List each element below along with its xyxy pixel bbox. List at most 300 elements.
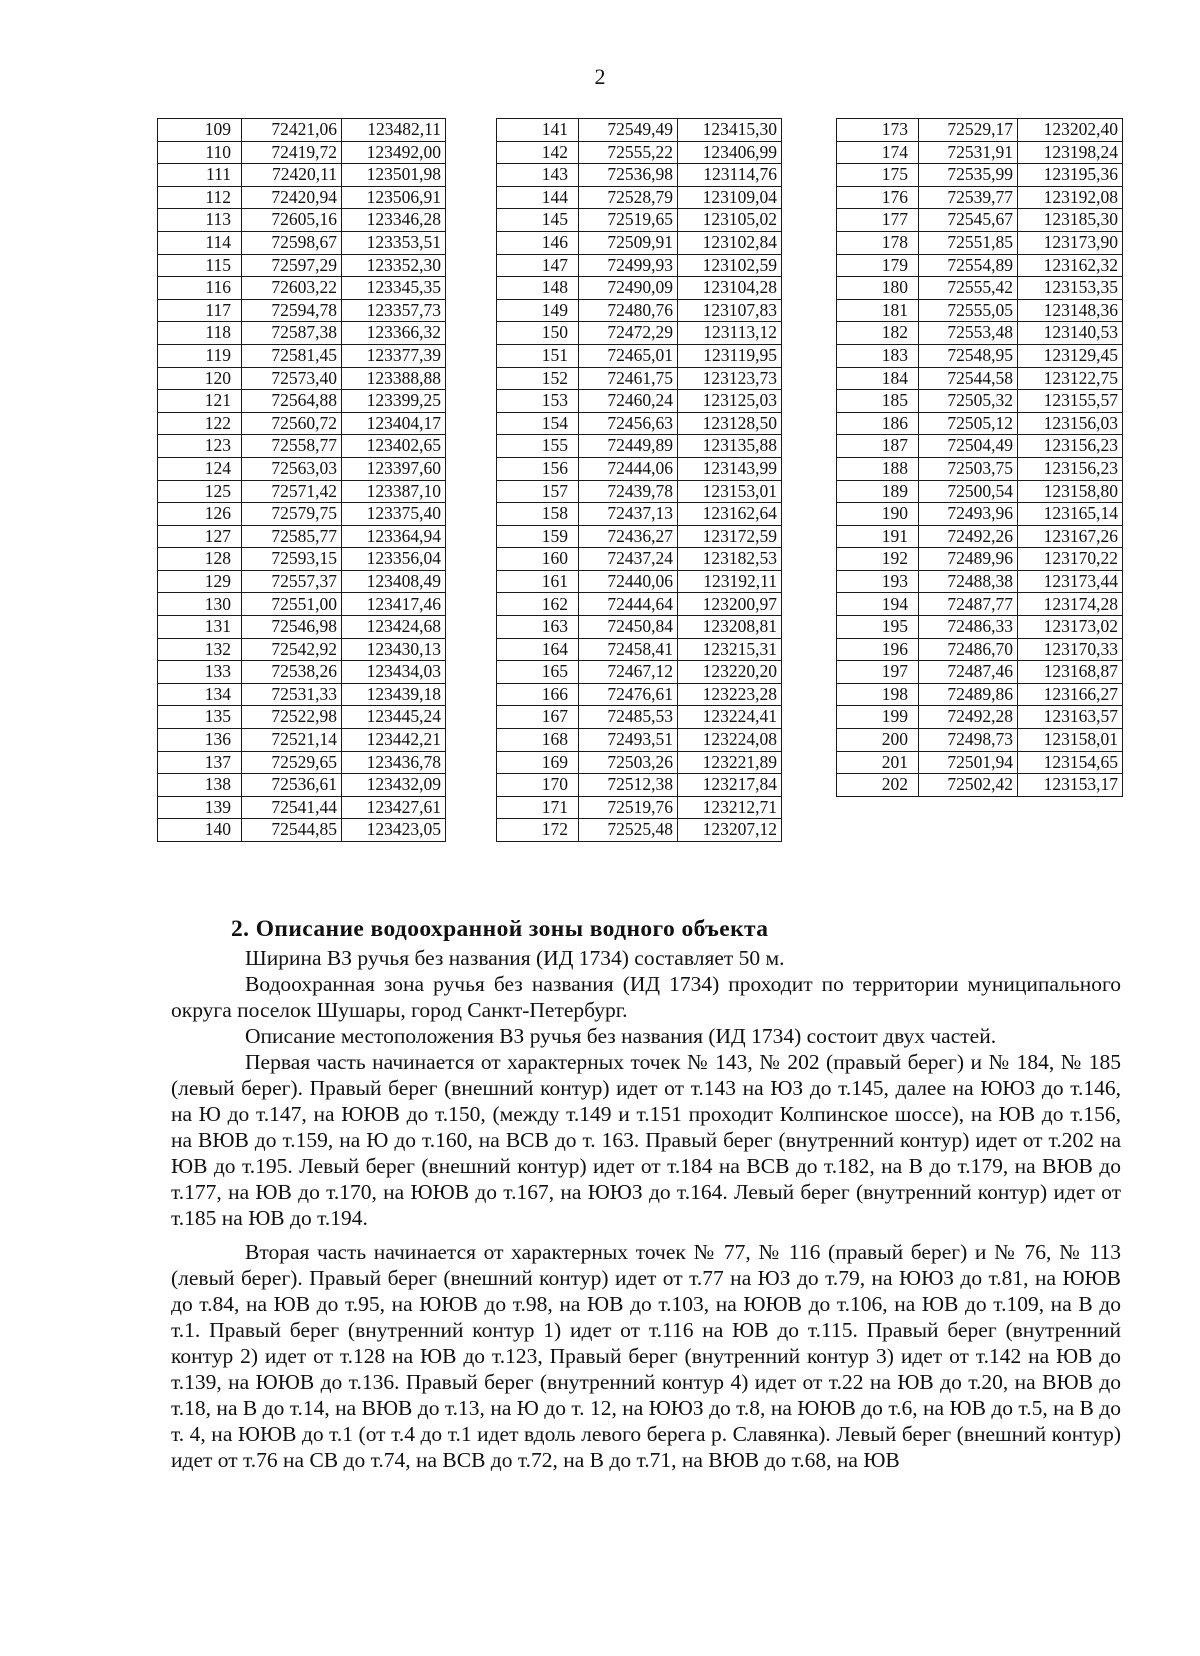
y-coordinate-cell: 123492,00 [342,141,446,164]
x-coordinate-cell: 72490,09 [579,277,678,300]
x-coordinate-cell: 72581,45 [242,344,342,367]
y-coordinate-cell: 123165,14 [1018,503,1123,526]
y-coordinate-cell: 123129,45 [1018,344,1123,367]
x-coordinate-cell: 72555,05 [919,299,1018,322]
x-coordinate-cell: 72579,75 [242,503,342,526]
x-coordinate-cell: 72587,38 [242,322,342,345]
table-row [158,141,446,164]
table-row [837,480,1123,503]
x-coordinate-cell: 72501,94 [919,751,1018,774]
point-number-cell: 194 [837,593,919,616]
x-coordinate-cell: 72467,12 [579,661,678,684]
y-coordinate-cell: 123170,33 [1018,638,1123,661]
table-row [158,412,446,435]
table-row [837,367,1123,390]
x-coordinate-cell: 72449,89 [579,435,678,458]
paragraph-width: Ширина ВЗ ручья без названия (ИД 1734) составляет 50 м. [245,946,785,970]
point-number-cell: 125 [158,480,242,503]
y-coordinate-cell: 123104,28 [678,277,782,300]
point-number-cell: 129 [158,570,242,593]
coordinate-table-2 [496,118,782,842]
x-coordinate-cell: 72461,75 [579,367,678,390]
point-number-cell: 171 [497,796,579,819]
y-coordinate-cell: 123158,80 [1018,480,1123,503]
x-coordinate-cell: 72485,53 [579,706,678,729]
x-coordinate-cell: 72487,77 [919,593,1018,616]
point-number-cell: 146 [497,231,579,254]
point-number-cell: 156 [497,457,579,480]
point-number-cell: 180 [837,277,919,300]
point-number-cell: 172 [497,819,579,842]
table-row [158,367,446,390]
table-row [497,661,782,684]
table-row [837,683,1123,706]
table-row [497,570,782,593]
y-coordinate-cell: 123221,89 [678,751,782,774]
point-number-cell: 145 [497,209,579,232]
table-row [158,322,446,345]
table-row [158,186,446,209]
y-coordinate-cell: 123402,65 [342,435,446,458]
table-row [158,503,446,526]
y-coordinate-cell: 123155,57 [1018,390,1123,413]
point-number-cell: 113 [158,209,242,232]
x-coordinate-cell: 72564,88 [242,390,342,413]
y-coordinate-cell: 123172,59 [678,525,782,548]
x-coordinate-cell: 72489,96 [919,548,1018,571]
point-number-cell: 186 [837,412,919,435]
table-row [497,231,782,254]
table-row [497,254,782,277]
y-coordinate-cell: 123439,18 [342,683,446,706]
x-coordinate-cell: 72538,26 [242,661,342,684]
x-coordinate-cell: 72593,15 [242,548,342,571]
x-coordinate-cell: 72528,79 [579,186,678,209]
table-row [497,277,782,300]
y-coordinate-cell: 123156,03 [1018,412,1123,435]
y-coordinate-cell: 123406,99 [678,141,782,164]
point-number-cell: 143 [497,164,579,187]
point-number-cell: 170 [497,774,579,797]
point-number-cell: 118 [158,322,242,345]
point-number-cell: 192 [837,548,919,571]
table-row [837,322,1123,345]
table-row [497,525,782,548]
x-coordinate-cell: 72554,89 [919,254,1018,277]
point-number-cell: 127 [158,525,242,548]
point-number-cell: 110 [158,141,242,164]
y-coordinate-cell: 123397,60 [342,457,446,480]
y-coordinate-cell: 123220,20 [678,661,782,684]
point-number-cell: 164 [497,638,579,661]
x-coordinate-cell: 72594,78 [242,299,342,322]
table-row [837,254,1123,277]
table-row [497,616,782,639]
x-coordinate-cell: 72420,11 [242,164,342,187]
point-number-cell: 160 [497,548,579,571]
point-number-cell: 151 [497,344,579,367]
point-number-cell: 126 [158,503,242,526]
point-number-cell: 150 [497,322,579,345]
point-number-cell: 197 [837,661,919,684]
point-number-cell: 136 [158,729,242,752]
point-number-cell: 114 [158,231,242,254]
y-coordinate-cell: 123119,95 [678,344,782,367]
y-coordinate-cell: 123207,12 [678,819,782,842]
y-coordinate-cell: 123195,36 [1018,164,1123,187]
point-number-cell: 149 [497,299,579,322]
table-row [497,819,782,842]
x-coordinate-cell: 72458,41 [579,638,678,661]
x-coordinate-cell: 72555,22 [579,141,678,164]
paragraph-territory: Водоохранная зона ручья без названия (ИД 1734) проходит по территории муниципального округа поселок Шушары, город Санкт-Петербург. [171,972,1121,1022]
y-coordinate-cell: 123154,65 [1018,751,1123,774]
y-coordinate-cell: 123417,46 [342,593,446,616]
x-coordinate-cell: 72487,46 [919,661,1018,684]
x-coordinate-cell: 72539,77 [919,186,1018,209]
x-coordinate-cell: 72521,14 [242,729,342,752]
point-number-cell: 182 [837,322,919,345]
x-coordinate-cell: 72492,28 [919,706,1018,729]
point-number-cell: 200 [837,729,919,752]
point-number-cell: 141 [497,119,579,142]
x-coordinate-cell: 72493,51 [579,729,678,752]
point-number-cell: 181 [837,299,919,322]
point-number-cell: 122 [158,412,242,435]
x-coordinate-cell: 72545,67 [919,209,1018,232]
x-coordinate-cell: 72542,92 [242,638,342,661]
table-row [837,729,1123,752]
table-row [837,548,1123,571]
table-row [837,141,1123,164]
y-coordinate-cell: 123173,90 [1018,231,1123,254]
table-row [837,457,1123,480]
table-row [497,729,782,752]
x-coordinate-cell: 72557,37 [242,570,342,593]
y-coordinate-cell: 123415,30 [678,119,782,142]
point-number-cell: 169 [497,751,579,774]
y-coordinate-cell: 123366,32 [342,322,446,345]
y-coordinate-cell: 123432,09 [342,774,446,797]
x-coordinate-cell: 72498,73 [919,729,1018,752]
point-number-cell: 134 [158,683,242,706]
table-row [837,706,1123,729]
point-number-cell: 109 [158,119,242,142]
table-row [158,390,446,413]
point-number-cell: 115 [158,254,242,277]
table-row [497,299,782,322]
table-row [497,435,782,458]
x-coordinate-cell: 72551,85 [919,231,1018,254]
x-coordinate-cell: 72444,06 [579,457,678,480]
table-row [158,593,446,616]
x-coordinate-cell: 72489,86 [919,683,1018,706]
paragraph-first-part: Первая часть начинается от характерных точек № 143, № 202 (правый берег) и № 184, № 185 (левый берег). Правый берег (внешний контур) идет от т.143 на ЮЗ до т.145, далее на ЮЮЗ до т.146, на Ю до т.147, на ЮЮВ до т.150, (между т.149 и т.151 проходит Колпинское шоссе), на ЮВ до т.156, на ВЮВ до т.159, на Ю до т.160, на ВСВ до т. 163. Правый берег (внутренний контур) идет от т.202 на ЮВ до т.195. Левый берег (внешний контур) идет от т.184 на ВСВ до т.182, на В до т.179, на ВЮВ до т.177, на ЮВ до т.170, на ЮЮВ до т.167, на ЮЮЗ до т.164. Левый берег (внутренний контур) идет от т.185 на ЮВ до т.194. [171,1050,1121,1230]
table-row [837,593,1123,616]
table-row [497,796,782,819]
y-coordinate-cell: 123167,26 [1018,525,1123,548]
section-heading: 2. Описание водоохранной зоны водного объекта [231,916,769,942]
y-coordinate-cell: 123158,01 [1018,729,1123,752]
point-number-cell: 179 [837,254,919,277]
point-number-cell: 190 [837,503,919,526]
x-coordinate-cell: 72492,26 [919,525,1018,548]
point-number-cell: 124 [158,457,242,480]
x-coordinate-cell: 72558,77 [242,435,342,458]
point-number-cell: 174 [837,141,919,164]
paragraph-second-part: Вторая часть начинается от характерных точек № 77, № 116 (правый берег) и № 76, № 113 (левый берег). Правый берег (внешний контур) идет от т.77 на ЮЗ до т.79, на ЮЮЗ до т.81, на ЮЮВ до т.84, на ЮВ до т.95, на ЮЮВ до т.98, на ЮВ до т.103, на ЮЮВ до т.106, на ЮВ до т.109, на В до т.1. Правый берег (внутренний контур 1) идет от т.116 на ЮВ до т.115. Правый берег (внутренний контур 2) идет от т.128 на ЮВ до т.123, Правый берег (внутренний контур 3) идет от т.142 на ЮВ до т.139, на ЮЮВ до т.136. Правый берег (внутренний контур 4) идет от т.22 на ЮВ до т.20, на ВЮВ до т.18, на В до т.14, на ВЮВ до т.13, на Ю до т. 12, на ЮЮЗ до т.8, на ЮЮВ до т.6, на ЮВ до т.5, на В до т. 4, на ЮЮВ до т.1 (от т.4 до т.1 идет вдоль левого берега р. Славянка). Левый берег (внешний контур) идет от т.76 на СВ до т.74, на ВСВ до т.72, на В до т.71, на ВЮВ до т.68, на ЮВ [171,1240,1121,1472]
x-coordinate-cell: 72525,48 [579,819,678,842]
y-coordinate-cell: 123109,04 [678,186,782,209]
table-row [158,796,446,819]
y-coordinate-cell: 123375,40 [342,503,446,526]
point-number-cell: 119 [158,344,242,367]
table-row [158,435,446,458]
point-number-cell: 175 [837,164,919,187]
x-coordinate-cell: 72544,58 [919,367,1018,390]
point-number-cell: 188 [837,457,919,480]
point-number-cell: 162 [497,593,579,616]
y-coordinate-cell: 123114,76 [678,164,782,187]
y-coordinate-cell: 123198,24 [1018,141,1123,164]
point-number-cell: 144 [497,186,579,209]
y-coordinate-cell: 123200,97 [678,593,782,616]
y-coordinate-cell: 123162,32 [1018,254,1123,277]
x-coordinate-cell: 72519,76 [579,796,678,819]
table-row [158,683,446,706]
x-coordinate-cell: 72503,75 [919,457,1018,480]
point-number-cell: 155 [497,435,579,458]
y-coordinate-cell: 123192,11 [678,570,782,593]
point-number-cell: 185 [837,390,919,413]
point-number-cell: 153 [497,390,579,413]
x-coordinate-cell: 72546,98 [242,616,342,639]
y-coordinate-cell: 123353,51 [342,231,446,254]
x-coordinate-cell: 72597,29 [242,254,342,277]
y-coordinate-cell: 123377,39 [342,344,446,367]
y-coordinate-cell: 123482,11 [342,119,446,142]
x-coordinate-cell: 72476,61 [579,683,678,706]
point-number-cell: 128 [158,548,242,571]
y-coordinate-cell: 123423,05 [342,819,446,842]
y-coordinate-cell: 123153,35 [1018,277,1123,300]
x-coordinate-cell: 72603,22 [242,277,342,300]
table-row [497,751,782,774]
table-row [497,141,782,164]
x-coordinate-cell: 72419,72 [242,141,342,164]
y-coordinate-cell: 123162,64 [678,503,782,526]
y-coordinate-cell: 123436,78 [342,751,446,774]
point-number-cell: 148 [497,277,579,300]
y-coordinate-cell: 123212,71 [678,796,782,819]
point-number-cell: 199 [837,706,919,729]
y-coordinate-cell: 123113,12 [678,322,782,345]
water-protection-zone-description [171,916,1121,1475]
point-number-cell: 135 [158,706,242,729]
page-number: 2 [594,64,606,89]
y-coordinate-cell: 123208,81 [678,616,782,639]
point-number-cell: 140 [158,819,242,842]
point-number-cell: 178 [837,231,919,254]
y-coordinate-cell: 123217,84 [678,774,782,797]
point-number-cell: 121 [158,390,242,413]
y-coordinate-cell: 123352,30 [342,254,446,277]
table-row [158,729,446,752]
y-coordinate-cell: 123224,08 [678,729,782,752]
x-coordinate-cell: 72549,49 [579,119,678,142]
y-coordinate-cell: 123185,30 [1018,209,1123,232]
point-number-cell: 193 [837,570,919,593]
table-row [837,231,1123,254]
point-number-cell: 176 [837,186,919,209]
point-number-cell: 202 [837,774,919,797]
x-coordinate-cell: 72598,67 [242,231,342,254]
point-number-cell: 168 [497,729,579,752]
table-row [837,209,1123,232]
y-coordinate-cell: 123156,23 [1018,435,1123,458]
y-coordinate-cell: 123102,59 [678,254,782,277]
y-coordinate-cell: 123140,53 [1018,322,1123,345]
x-coordinate-cell: 72548,95 [919,344,1018,367]
y-coordinate-cell: 123166,27 [1018,683,1123,706]
table-row [158,457,446,480]
table-row [837,525,1123,548]
point-number-cell: 173 [837,119,919,142]
x-coordinate-cell: 72505,12 [919,412,1018,435]
y-coordinate-cell: 123123,73 [678,367,782,390]
y-coordinate-cell: 123506,91 [342,186,446,209]
x-coordinate-cell: 72436,27 [579,525,678,548]
x-coordinate-cell: 72519,65 [579,209,678,232]
table-row [497,480,782,503]
y-coordinate-cell: 123501,98 [342,164,446,187]
table-row [497,186,782,209]
y-coordinate-cell: 123173,44 [1018,570,1123,593]
table-row [837,570,1123,593]
point-number-cell: 177 [837,209,919,232]
table-row [158,706,446,729]
x-coordinate-cell: 72465,01 [579,344,678,367]
point-number-cell: 147 [497,254,579,277]
table-row [837,344,1123,367]
x-coordinate-cell: 72541,44 [242,796,342,819]
x-coordinate-cell: 72555,42 [919,277,1018,300]
table-row [837,186,1123,209]
y-coordinate-cell: 123346,28 [342,209,446,232]
x-coordinate-cell: 72536,98 [579,164,678,187]
table-row [497,503,782,526]
point-number-cell: 131 [158,616,242,639]
table-row [497,548,782,571]
point-number-cell: 117 [158,299,242,322]
point-number-cell: 191 [837,525,919,548]
y-coordinate-cell: 123102,84 [678,231,782,254]
y-coordinate-cell: 123122,75 [1018,367,1123,390]
point-number-cell: 189 [837,480,919,503]
y-coordinate-cell: 123364,94 [342,525,446,548]
point-number-cell: 112 [158,186,242,209]
table-row [158,277,446,300]
table-row [837,412,1123,435]
x-coordinate-cell: 72512,38 [579,774,678,797]
y-coordinate-cell: 123202,40 [1018,119,1123,142]
x-coordinate-cell: 72571,42 [242,480,342,503]
table-row [497,390,782,413]
y-coordinate-cell: 123170,22 [1018,548,1123,571]
x-coordinate-cell: 72536,61 [242,774,342,797]
y-coordinate-cell: 123153,01 [678,480,782,503]
x-coordinate-cell: 72503,26 [579,751,678,774]
point-number-cell: 120 [158,367,242,390]
x-coordinate-cell: 72560,72 [242,412,342,435]
x-coordinate-cell: 72421,06 [242,119,342,142]
point-number-cell: 165 [497,661,579,684]
table-row [497,683,782,706]
x-coordinate-cell: 72480,76 [579,299,678,322]
table-row [158,548,446,571]
y-coordinate-cell: 123163,57 [1018,706,1123,729]
x-coordinate-cell: 72535,99 [919,164,1018,187]
y-coordinate-cell: 123408,49 [342,570,446,593]
x-coordinate-cell: 72529,65 [242,751,342,774]
y-coordinate-cell: 123442,21 [342,729,446,752]
point-number-cell: 157 [497,480,579,503]
point-number-cell: 163 [497,616,579,639]
table-row [837,661,1123,684]
x-coordinate-cell: 72444,64 [579,593,678,616]
y-coordinate-cell: 123174,28 [1018,593,1123,616]
x-coordinate-cell: 72585,77 [242,525,342,548]
x-coordinate-cell: 72500,54 [919,480,1018,503]
x-coordinate-cell: 72531,91 [919,141,1018,164]
coordinate-table-1 [157,118,446,842]
y-coordinate-cell: 123223,28 [678,683,782,706]
x-coordinate-cell: 72522,98 [242,706,342,729]
x-coordinate-cell: 72456,63 [579,412,678,435]
table-row [497,344,782,367]
table-row [837,774,1123,797]
point-number-cell: 167 [497,706,579,729]
table-row [497,774,782,797]
table-row [158,480,446,503]
table-row [158,299,446,322]
table-row [837,299,1123,322]
x-coordinate-cell: 72486,70 [919,638,1018,661]
table-row [158,819,446,842]
y-coordinate-cell: 123215,31 [678,638,782,661]
table-row [158,570,446,593]
table-row [837,751,1123,774]
x-coordinate-cell: 72437,24 [579,548,678,571]
y-coordinate-cell: 123107,83 [678,299,782,322]
point-number-cell: 130 [158,593,242,616]
y-coordinate-cell: 123434,03 [342,661,446,684]
table-row [158,616,446,639]
y-coordinate-cell: 123399,25 [342,390,446,413]
y-coordinate-cell: 123356,04 [342,548,446,571]
point-number-cell: 196 [837,638,919,661]
point-number-cell: 198 [837,683,919,706]
point-number-cell: 158 [497,503,579,526]
x-coordinate-cell: 72437,13 [579,503,678,526]
point-number-cell: 137 [158,751,242,774]
point-number-cell: 166 [497,683,579,706]
x-coordinate-cell: 72551,00 [242,593,342,616]
point-number-cell: 154 [497,412,579,435]
table-row [837,390,1123,413]
point-number-cell: 111 [158,164,242,187]
table-row [497,638,782,661]
